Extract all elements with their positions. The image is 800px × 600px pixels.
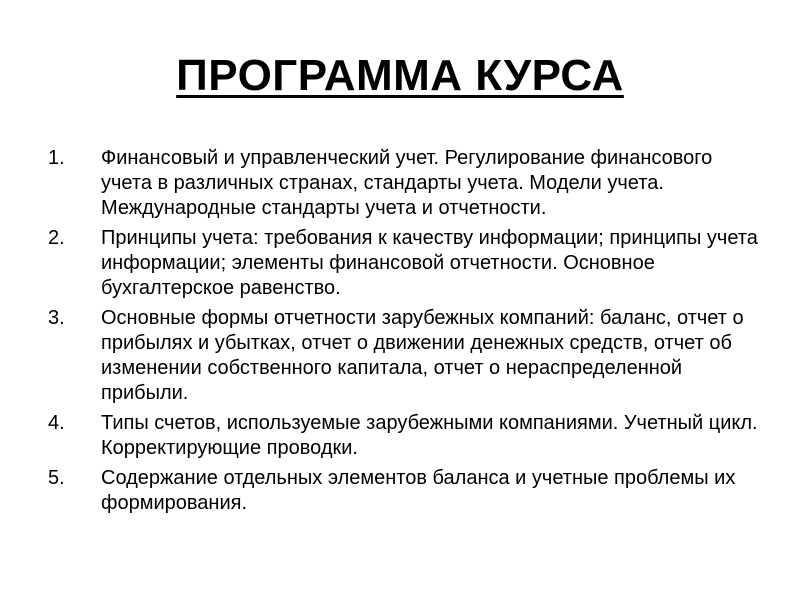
list-item	[48, 226, 758, 301]
list-item-number: 1.	[48, 147, 65, 169]
list-item	[48, 411, 758, 461]
list-item-number: 4.	[48, 412, 65, 434]
list-item	[48, 466, 758, 516]
list-item-text: Принципы учета: требования к качеству информации; принципы учета информации; элементы финансовой отчетности. Основное бухгалтерское равенство.	[101, 227, 758, 299]
slide-title: ПРОГРАММА КУРСА	[176, 51, 624, 100]
list-item	[48, 306, 758, 406]
list-item-text: Содержание отдельных элементов баланса и учетные проблемы их формирования.	[101, 467, 736, 514]
list-item-number: 2.	[48, 227, 65, 249]
list-item-number: 5.	[48, 467, 65, 489]
list-item-text: Основные формы отчетности зарубежных компаний: баланс, отчет о прибылях и убытках, отчет о движении денежных средств, отчет об изменении собственного капитала, отчет о нераспределенной прибыли.	[101, 307, 744, 404]
list-item-text: Типы счетов, используемые зарубежными компаниями. Учетный цикл. Корректирующие проводки.	[101, 412, 758, 459]
list-item-text: Финансовый и управленческий учет. Регулирование финансового учета в различных странах, стандарты учета. Модели учета. Международные стандарты учета и отчетности.	[101, 147, 713, 219]
list-item	[48, 146, 758, 221]
list-item-number: 3.	[48, 307, 65, 329]
course-program-list	[48, 146, 758, 521]
